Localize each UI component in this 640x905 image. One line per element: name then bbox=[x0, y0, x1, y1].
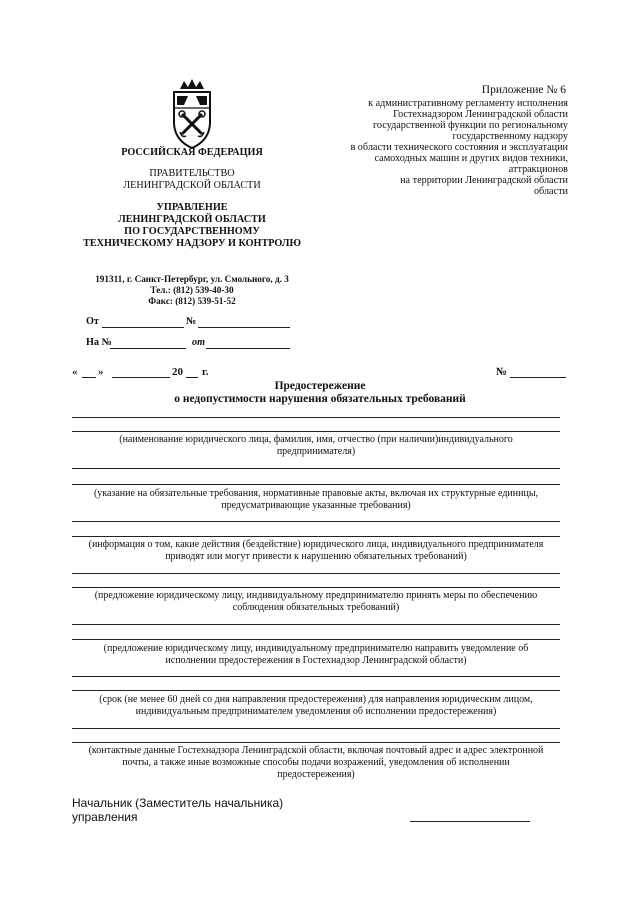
incoming-date-label: от bbox=[192, 337, 206, 348]
date-close-quote: » bbox=[98, 366, 104, 378]
ref-number-line bbox=[198, 327, 290, 328]
field-7-caption-1: (контактные данные Гостехнадзора Ленинградской области, включая почтовый адрес и адрес электронной bbox=[88, 745, 544, 756]
incoming-date-line bbox=[206, 348, 290, 349]
government-label: ПРАВИТЕЛЬСТВО bbox=[149, 168, 235, 179]
field-3-caption-2: приводят или могут привести к нарушению обязательных требований) bbox=[165, 551, 467, 562]
field-4-line-2 bbox=[72, 587, 560, 588]
appendix-line-8: на территории Ленинградской области bbox=[400, 175, 568, 186]
field-5-line-1 bbox=[72, 624, 560, 625]
ref-number-label: № bbox=[186, 316, 197, 327]
field-7-line-2 bbox=[72, 742, 560, 743]
from-label: От bbox=[86, 316, 99, 327]
document-title: Предостережение bbox=[274, 380, 366, 392]
date-open-quote: « bbox=[72, 366, 78, 378]
field-2-caption-2: предусматривающие указанные требования) bbox=[221, 500, 411, 511]
appendix-line-2: Гостехнадзором Ленинградской области bbox=[393, 109, 568, 120]
appendix-line-3: государственной функции по региональному bbox=[372, 120, 568, 131]
phone: Тел.: (812) 539-40-30 bbox=[150, 285, 234, 295]
year-line bbox=[186, 377, 198, 378]
field-4-line-1 bbox=[72, 573, 560, 574]
field-6-caption-2: индивидуальным предпринимателем уведомления об исполнении предостережения) bbox=[135, 706, 497, 717]
fax: Факс: (812) 539-51-52 bbox=[148, 296, 236, 306]
from-date-line bbox=[102, 327, 184, 328]
department-line-1: УПРАВЛЕНИЕ bbox=[156, 202, 228, 213]
address: 191311, г. Санкт-Петербург, ул. Смольного, д. 3 bbox=[95, 274, 289, 284]
appendix-line-5: в области технического состояния и эксплуатации bbox=[350, 142, 568, 153]
department-line-4: ТЕХНИЧЕСКОМУ НАДЗОРУ И КОНТРОЛЮ bbox=[83, 238, 301, 249]
field-1-caption-1: (наименование юридического лица, фамилия, имя, отчество (при наличии)индивидуального bbox=[119, 434, 513, 445]
department-line-3: ПО ГОСУДАРСТВЕННОМУ bbox=[124, 226, 260, 237]
appendix-line-1: к административному регламенту исполнения bbox=[368, 98, 568, 109]
field-7-line-1 bbox=[72, 728, 560, 729]
year-prefix: 20 bbox=[172, 366, 183, 378]
field-1-caption-2: предпринимателя) bbox=[276, 446, 356, 457]
field-7-caption-2: почты, а также иные возможные способы подачи возражений, уведомления об исполнении bbox=[122, 757, 510, 768]
field-7-caption-3: предостережения) bbox=[277, 769, 355, 780]
doc-number-line bbox=[510, 377, 566, 378]
incoming-number-line bbox=[110, 348, 186, 349]
coat-of-arms-emblem bbox=[160, 78, 224, 150]
field-2-line-2 bbox=[72, 484, 560, 485]
field-6-line-2 bbox=[72, 690, 560, 691]
government-region: ЛЕНИНГРАДСКОЙ ОБЛАСТИ bbox=[123, 180, 261, 191]
signature-line bbox=[410, 821, 530, 822]
field-3-line-1 bbox=[72, 521, 560, 522]
day-line bbox=[82, 377, 96, 378]
field-4-caption-1: (предложение юридическому лицу, индивидуальному предпринимателю принять меры по обеспечению bbox=[94, 590, 538, 601]
appendix-line-9: области bbox=[533, 186, 568, 197]
appendix-line-6: самоходных машин и других видов техники, bbox=[374, 153, 568, 164]
field-1-line-1 bbox=[72, 417, 560, 418]
field-2-caption-1: (указание на обязательные требования, нормативные правовые акты, включая их структурные единицы, bbox=[93, 488, 539, 499]
field-6-caption-1: (срок (не менее 60 дней со дня направления предостережения) для направления юридическим лицом, bbox=[99, 694, 533, 705]
field-6-line-1 bbox=[72, 676, 560, 677]
incoming-number-label: На № bbox=[86, 337, 112, 348]
doc-number-label: № bbox=[496, 366, 508, 378]
field-4-caption-2: соблюдения обязательных требований) bbox=[232, 602, 400, 613]
field-2-line-1 bbox=[72, 468, 560, 469]
appendix-line-4: государственному надзору bbox=[452, 131, 568, 142]
field-5-caption-2: исполнении предостережения в Гостехнадзор Ленинградской области) bbox=[165, 655, 467, 666]
field-1-line-2 bbox=[72, 431, 560, 432]
year-suffix: г. bbox=[202, 366, 209, 378]
field-3-line-2 bbox=[72, 536, 560, 537]
field-5-line-2 bbox=[72, 639, 560, 640]
signatory-title: Начальник (Заместитель начальника) bbox=[72, 796, 284, 810]
document-subtitle: о недопустимости нарушения обязательных требований bbox=[174, 393, 466, 405]
federation-name: РОССИЙСКАЯ ФЕДЕРАЦИЯ bbox=[121, 147, 263, 158]
field-3-caption-1: (информация о том, какие действия (бездействие) юридического лица, индивидуального предпринимателя bbox=[88, 539, 544, 550]
month-line bbox=[112, 377, 170, 378]
department-line-2: ЛЕНИНГРАДСКОЙ ОБЛАСТИ bbox=[118, 214, 266, 225]
signatory-department: управления bbox=[72, 810, 138, 824]
appendix-title: Приложение № 6 bbox=[481, 84, 566, 96]
appendix-line-7: аттракционов bbox=[508, 164, 568, 175]
field-5-caption-1: (предложение юридическому лицу, индивидуальному предпринимателю направить уведомление об bbox=[103, 643, 529, 654]
